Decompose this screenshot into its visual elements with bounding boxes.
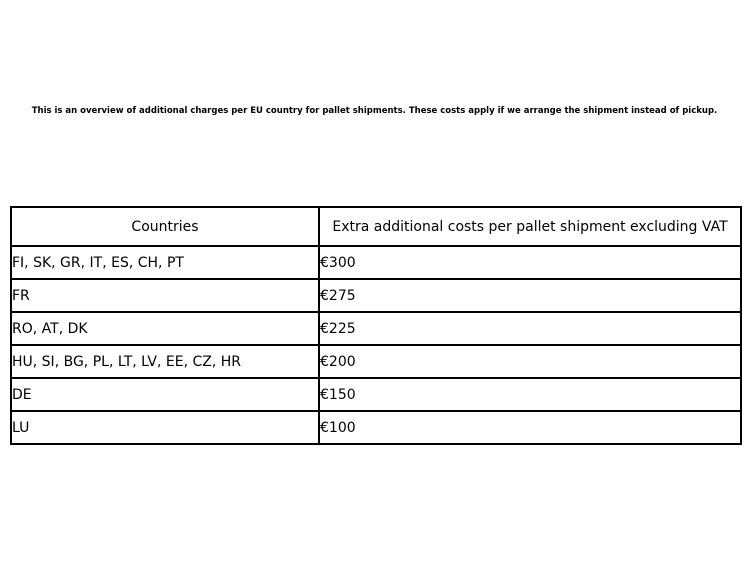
charges-table — [10, 206, 742, 445]
countries-cell: RO, AT, DK — [11, 312, 319, 345]
table-row — [11, 312, 741, 345]
cost-cell: €200 — [319, 345, 741, 378]
countries-cell: LU — [11, 411, 319, 444]
countries-cell: FI, SK, GR, IT, ES, CH, PT — [11, 246, 319, 279]
countries-column-header: Countries — [11, 207, 319, 246]
cost-cell: €225 — [319, 312, 741, 345]
table-row — [11, 246, 741, 279]
table-header-row — [11, 207, 741, 246]
cost-cell: €100 — [319, 411, 741, 444]
countries-cell: DE — [11, 378, 319, 411]
cost-cell: €150 — [319, 378, 741, 411]
countries-cell: HU, SI, BG, PL, LT, LV, EE, CZ, HR — [11, 345, 319, 378]
table-row — [11, 378, 741, 411]
intro-text: This is an overview of additional charges per EU country for pallet shipments. These costs apply if we arrange the shipment instead of pickup. — [31, 106, 718, 116]
countries-cell: FR — [11, 279, 319, 312]
cost-cell: €300 — [319, 246, 741, 279]
costs-column-header: Extra additional costs per pallet shipment excluding VAT — [319, 207, 741, 246]
cost-cell: €275 — [319, 279, 741, 312]
table-row — [11, 411, 741, 444]
table-row — [11, 345, 741, 378]
table-row — [11, 279, 741, 312]
